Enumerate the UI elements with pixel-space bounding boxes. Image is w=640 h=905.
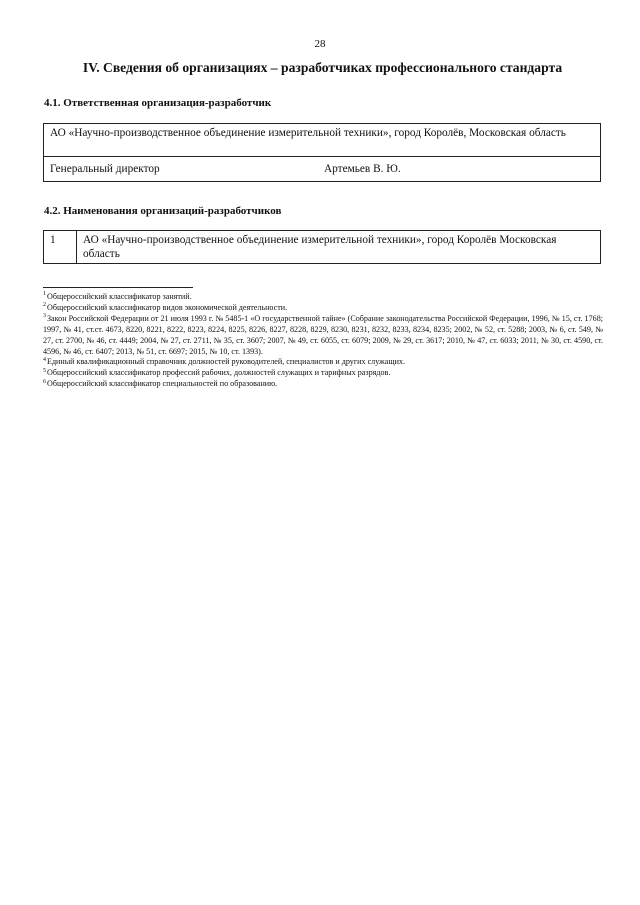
table-row [44, 124, 601, 157]
footnote-mark: 4 [43, 356, 46, 363]
table-row [44, 231, 601, 264]
footnote-text: Закон Российской Федерации от 21 июля 1993 г. № 5485-1 «О государственной тайне» (Собрание законодательства Российской Федерации, 1996, № 15, ст. 1768; 1997, № 41, ст.ст. 4673, 8220, 8221, 8222, 8223, 8224, 8225, 8226, 8227, 8228, 8229, 8230, 8231, 8232, 8233, 8234, 8235; 2002, № 52, ст. 5288; 2003, № 6, ст. 549, № 27, ст. 2700, № 46, ст. 4449; 2004, № 27, ст. 2711, № 35, ст. 3607; 2007, № 49, ст. 6055, ст. 6079; 2009, № 29, ст. 3617; 2010, № 47, ст. 6033; 2011, № 30, ст. 4590, ст. 4596, № 46, ст. 6407; 2013, № 51, ст. 6697; 2015, № 10, ст. 1393). [43, 313, 603, 356]
table-row [44, 157, 601, 182]
director-name: Артемьев В. Ю. [318, 157, 601, 182]
responsible-org-name: АО «Научно-производственное объединение измерительной техники», город Королёв, Московская область [44, 124, 601, 157]
footnote-text: Общероссийский классификатор видов экономической деятельности. [47, 302, 288, 312]
footnote-mark: 3 [43, 313, 46, 320]
developer-orgs-table [43, 230, 601, 264]
page-number: 28 [314, 38, 326, 50]
footnote-text: Общероссийский классификатор профессий рабочих, должностей служащих и тарифных разрядов. [47, 368, 391, 378]
footnote-mark: 5 [43, 367, 46, 374]
developer-orgs-heading: 4.2. Наименования организаций-разработчиков [44, 205, 282, 217]
director-position: Генеральный директор [44, 157, 319, 182]
footnote-text: Единый квалификационный справочник должностей руководителей, специалистов и других служащих. [47, 357, 405, 367]
footnote [43, 368, 603, 379]
responsible-org-table [43, 123, 601, 182]
footnote-text: Общероссийский классификатор занятий. [47, 292, 192, 301]
footnote-text: Общероссийский классификатор специальностей по образованию. [47, 379, 278, 389]
footnote-mark: 2 [43, 302, 46, 309]
footnote [43, 303, 603, 314]
section-title: IV. Сведения об организациях – разработчиках профессионального стандарта [82, 60, 563, 75]
footnote [43, 292, 603, 303]
footnotes [43, 292, 603, 390]
footnote [43, 314, 603, 358]
footnote-mark: 6 [43, 378, 46, 385]
footnote [43, 379, 603, 390]
responsible-org-heading: 4.1. Ответственная организация-разработчик [44, 97, 272, 109]
footnote-mark: 1 [43, 291, 46, 298]
row-number: 1 [44, 231, 77, 264]
footnote-divider [43, 287, 193, 288]
footnote [43, 357, 603, 368]
developer-org-name: АО «Научно-производственное объединение измерительной техники», город Королёв Московская область [77, 231, 601, 264]
